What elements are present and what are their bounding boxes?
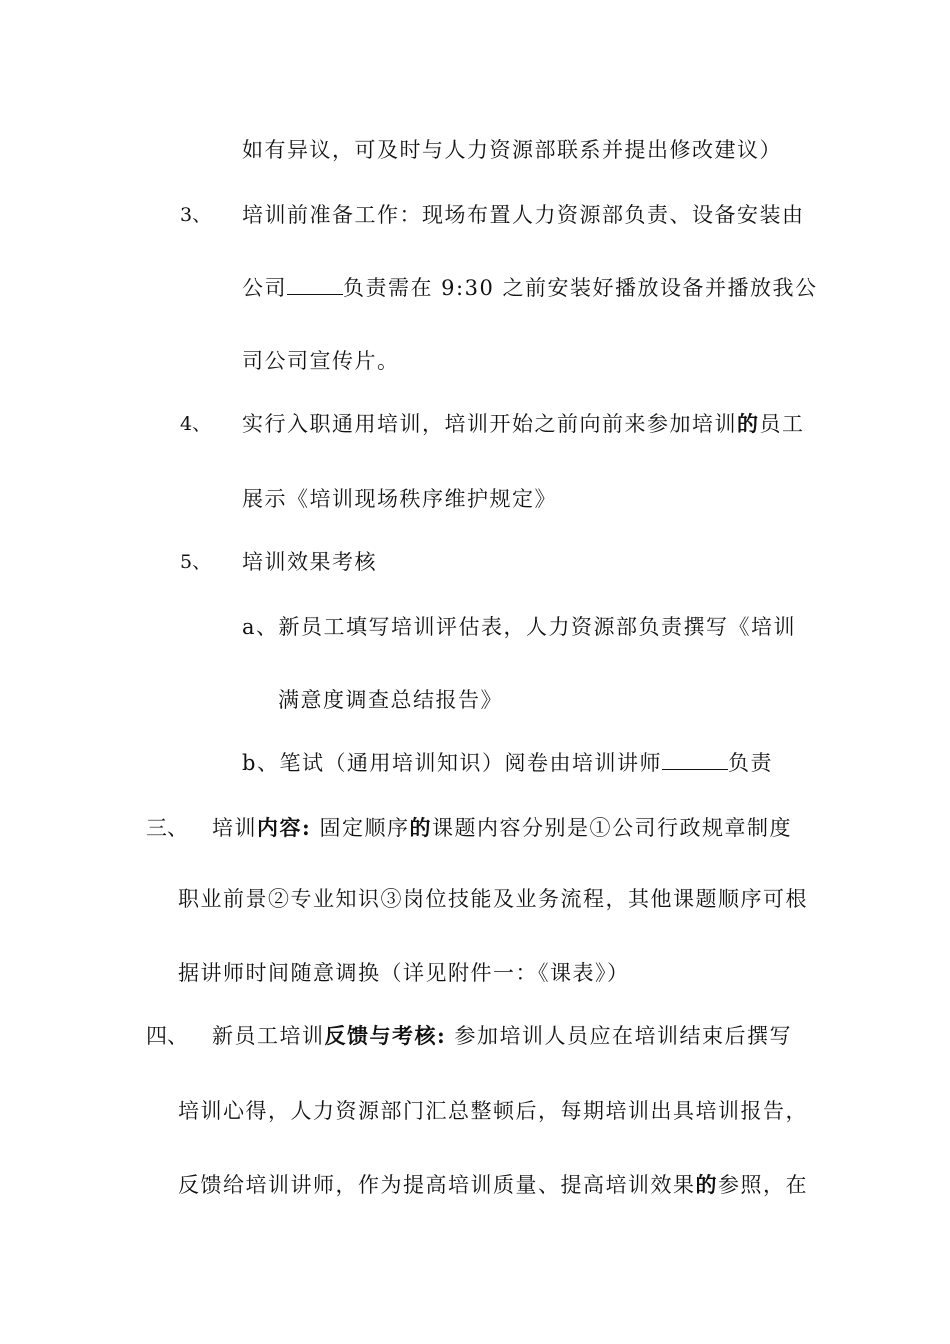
item-number-4: 4、 bbox=[180, 413, 212, 435]
text: 满意度调查总结报告》 bbox=[278, 688, 503, 712]
text: 新员工培训 bbox=[212, 1024, 325, 1048]
fill-in-blank bbox=[287, 276, 343, 295]
text: 职业前景②专业知识③岗位技能及业务流程，其他课题顺序可根 bbox=[178, 887, 808, 911]
text: 参加培训人员应在培训结束后撰写 bbox=[446, 1024, 792, 1048]
text: 参照，在 bbox=[718, 1173, 808, 1197]
text: 培训 bbox=[212, 816, 257, 840]
paragraph-line bbox=[242, 135, 782, 165]
sub-item-b-line bbox=[242, 748, 773, 778]
fill-in-blank bbox=[662, 751, 728, 770]
section-3-line-1 bbox=[212, 813, 792, 843]
section-4-line-2 bbox=[178, 1096, 808, 1126]
item-number-5: 5、 bbox=[180, 551, 212, 573]
text: 负责需在 9:30 之前安装好播放设备并播放我公 bbox=[343, 276, 818, 300]
item-3-line-2 bbox=[242, 273, 818, 303]
item-4-line-2 bbox=[242, 484, 557, 514]
sub-item-a-line-1 bbox=[242, 612, 796, 642]
text-bold: 的 bbox=[737, 411, 760, 436]
section-4-line-1 bbox=[212, 1021, 792, 1051]
text-bold: 的 bbox=[409, 815, 432, 840]
item-3-line-3 bbox=[242, 346, 400, 376]
section-3-line-3 bbox=[178, 958, 630, 988]
text: 司公司宣传片。 bbox=[242, 349, 400, 373]
text: 课题内容分别是①公司行政规章制度 bbox=[431, 816, 792, 840]
item-number-3: 3、 bbox=[180, 204, 212, 226]
text: 据讲师时间随意调换（详见附件一：《课表》） bbox=[178, 961, 630, 985]
item-5-line-1 bbox=[242, 547, 377, 577]
section-number-3: 三、 bbox=[146, 816, 188, 840]
sub-item-a-line-2 bbox=[278, 685, 503, 715]
section-4-line-3 bbox=[178, 1170, 808, 1200]
text-bold: 内容: bbox=[257, 815, 312, 840]
text: a、新员工填写培训评估表，人力资源部负责撰写《培训 bbox=[242, 615, 797, 639]
section-3-line-2 bbox=[178, 884, 808, 914]
text: 展示《培训现场秩序维护规定》 bbox=[242, 487, 557, 511]
item-3-line-1 bbox=[242, 200, 805, 230]
section-number-4: 四、 bbox=[146, 1024, 188, 1048]
text: 固定顺序 bbox=[311, 816, 410, 840]
text: 培训心得，人力资源部门汇总整顿后，每期培训出具培训报告， bbox=[178, 1099, 808, 1123]
text-bold: 反馈与考核: bbox=[324, 1023, 447, 1048]
text: 如有异议，可及时与人力资源部联系并提出修改建议） bbox=[242, 138, 782, 162]
text: 培训前准备工作：现场布置人力资源部负责、设备安装由 bbox=[242, 203, 805, 227]
text: b、笔试（通用培训知识）阅卷由培训讲师 bbox=[242, 751, 662, 775]
item-4-line-1 bbox=[242, 409, 805, 439]
text: 公司 bbox=[242, 276, 287, 300]
text: 员工 bbox=[759, 412, 805, 436]
text: 培训效果考核 bbox=[242, 550, 377, 574]
text: 反馈给培训讲师，作为提高培训质量、提高培训效果 bbox=[178, 1173, 696, 1197]
text-bold: 的 bbox=[695, 1172, 718, 1197]
text: 负责 bbox=[727, 751, 773, 775]
text: 实行入职通用培训，培训开始之前向前来参加培训 bbox=[242, 412, 737, 436]
